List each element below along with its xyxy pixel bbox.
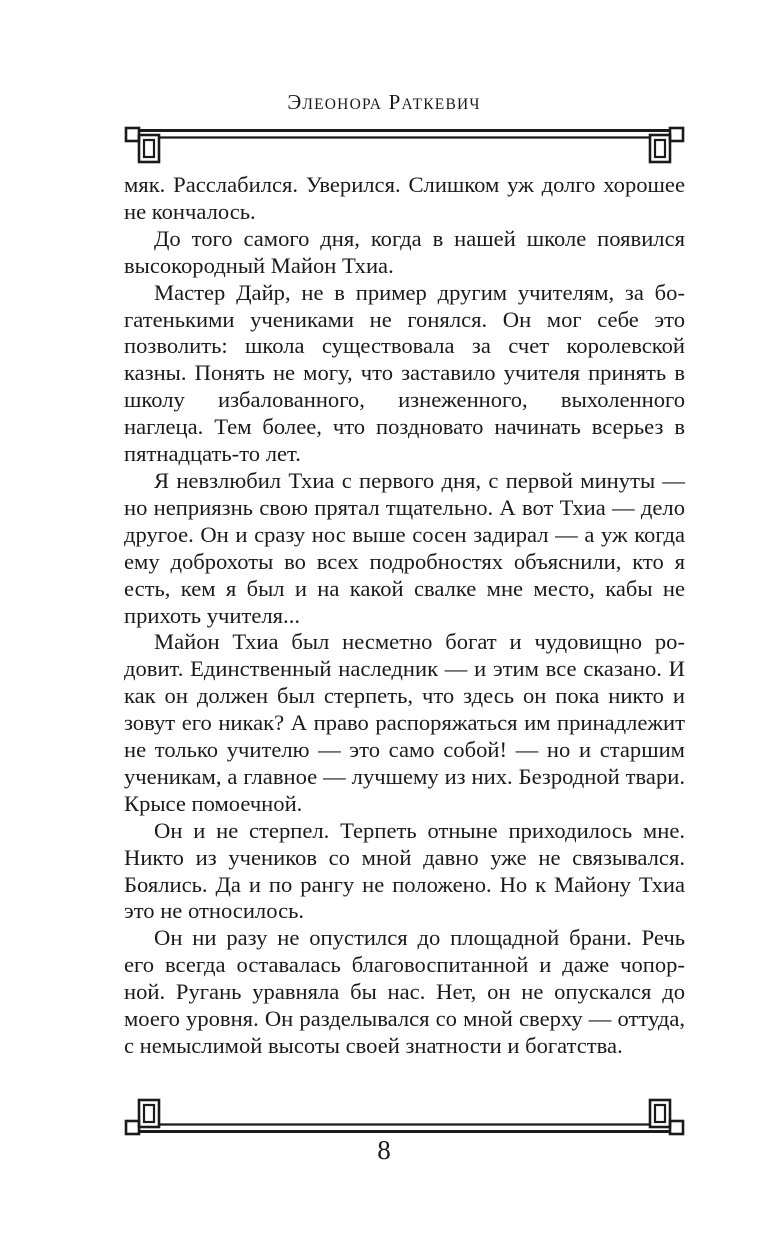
paragraph: Я невзлюбил Тхиа с первого дня, с первой минуты — но неприязнь свою прятал тщательно. А вот Тхиа — дело другое. Он и сразу нос выше сосен задирал — а уж когда ему доброхоты во всех подробностях объяснили, кто я есть, кем я был и на какой свалке мне место, кабы не прихоть учителя... — [124, 467, 685, 628]
top-ornament-border — [124, 126, 685, 166]
paragraph: Он и не стерпел. Терпеть отныне приходилось мне. Никто из учеников со мной давно уже не связывался. Боялись. Да и по рангу не положено. Но к Майону Тхиа это не относилось. — [124, 817, 685, 924]
author-initial-last: Р — [388, 90, 402, 114]
body-text — [124, 172, 685, 1060]
paragraph: мяк. Расслабился. Уверился. Слишком уж долго хорошее не кончалось. — [124, 172, 685, 224]
paragraph: Мастер Дайр, не в пример другим учителям, за богатенькими учениками не гонялся. Он мог себе это позволить: школа существовала за счет королевской казны. Понять не могу, что заставило учителя принять в школу избалованного, изнеженного, выхоленного наглеца. Тем более, что поздновато начинать всерьез в пятнадцать-то лет. — [124, 279, 685, 467]
page-number: 8 — [377, 1135, 391, 1165]
bottom-ornament-border — [124, 1096, 685, 1136]
paragraph: До того самого дня, когда в нашей школе появился высокородный Майон Тхиа. — [124, 225, 685, 278]
paragraph: Он ни разу не опустился до площадной брани. Речь его всегда оставалась благовоспитанной и даже чопорной. Ругань уравняла бы нас. Нет, он не опускался до моего уровня. Он разделывался со мной сверху — оттуда, с немыслимой высоты своей знатности и богатства. — [124, 925, 685, 1058]
meander-ornament-icon — [124, 1096, 685, 1136]
running-head — [0, 90, 768, 115]
author-initial-first: Э — [287, 90, 303, 114]
author-last-name: АТКЕВИЧ — [401, 96, 481, 113]
author-first-name: ЛЕОНОРА — [302, 96, 383, 113]
meander-ornament-icon — [124, 126, 685, 166]
paragraph: Майон Тхиа был несметно богат и чудовищно родовит. Единственный наследник — и этим все сказано. И как он должен был стерпеть, что здесь он пока никто и зовут его никак? А право распоряжаться им принадлежит не только учителю — это само собой! — но и старшим ученикам, а главное — лучшему из них. Безродной твари. Крысе помоечной. — [124, 629, 685, 816]
